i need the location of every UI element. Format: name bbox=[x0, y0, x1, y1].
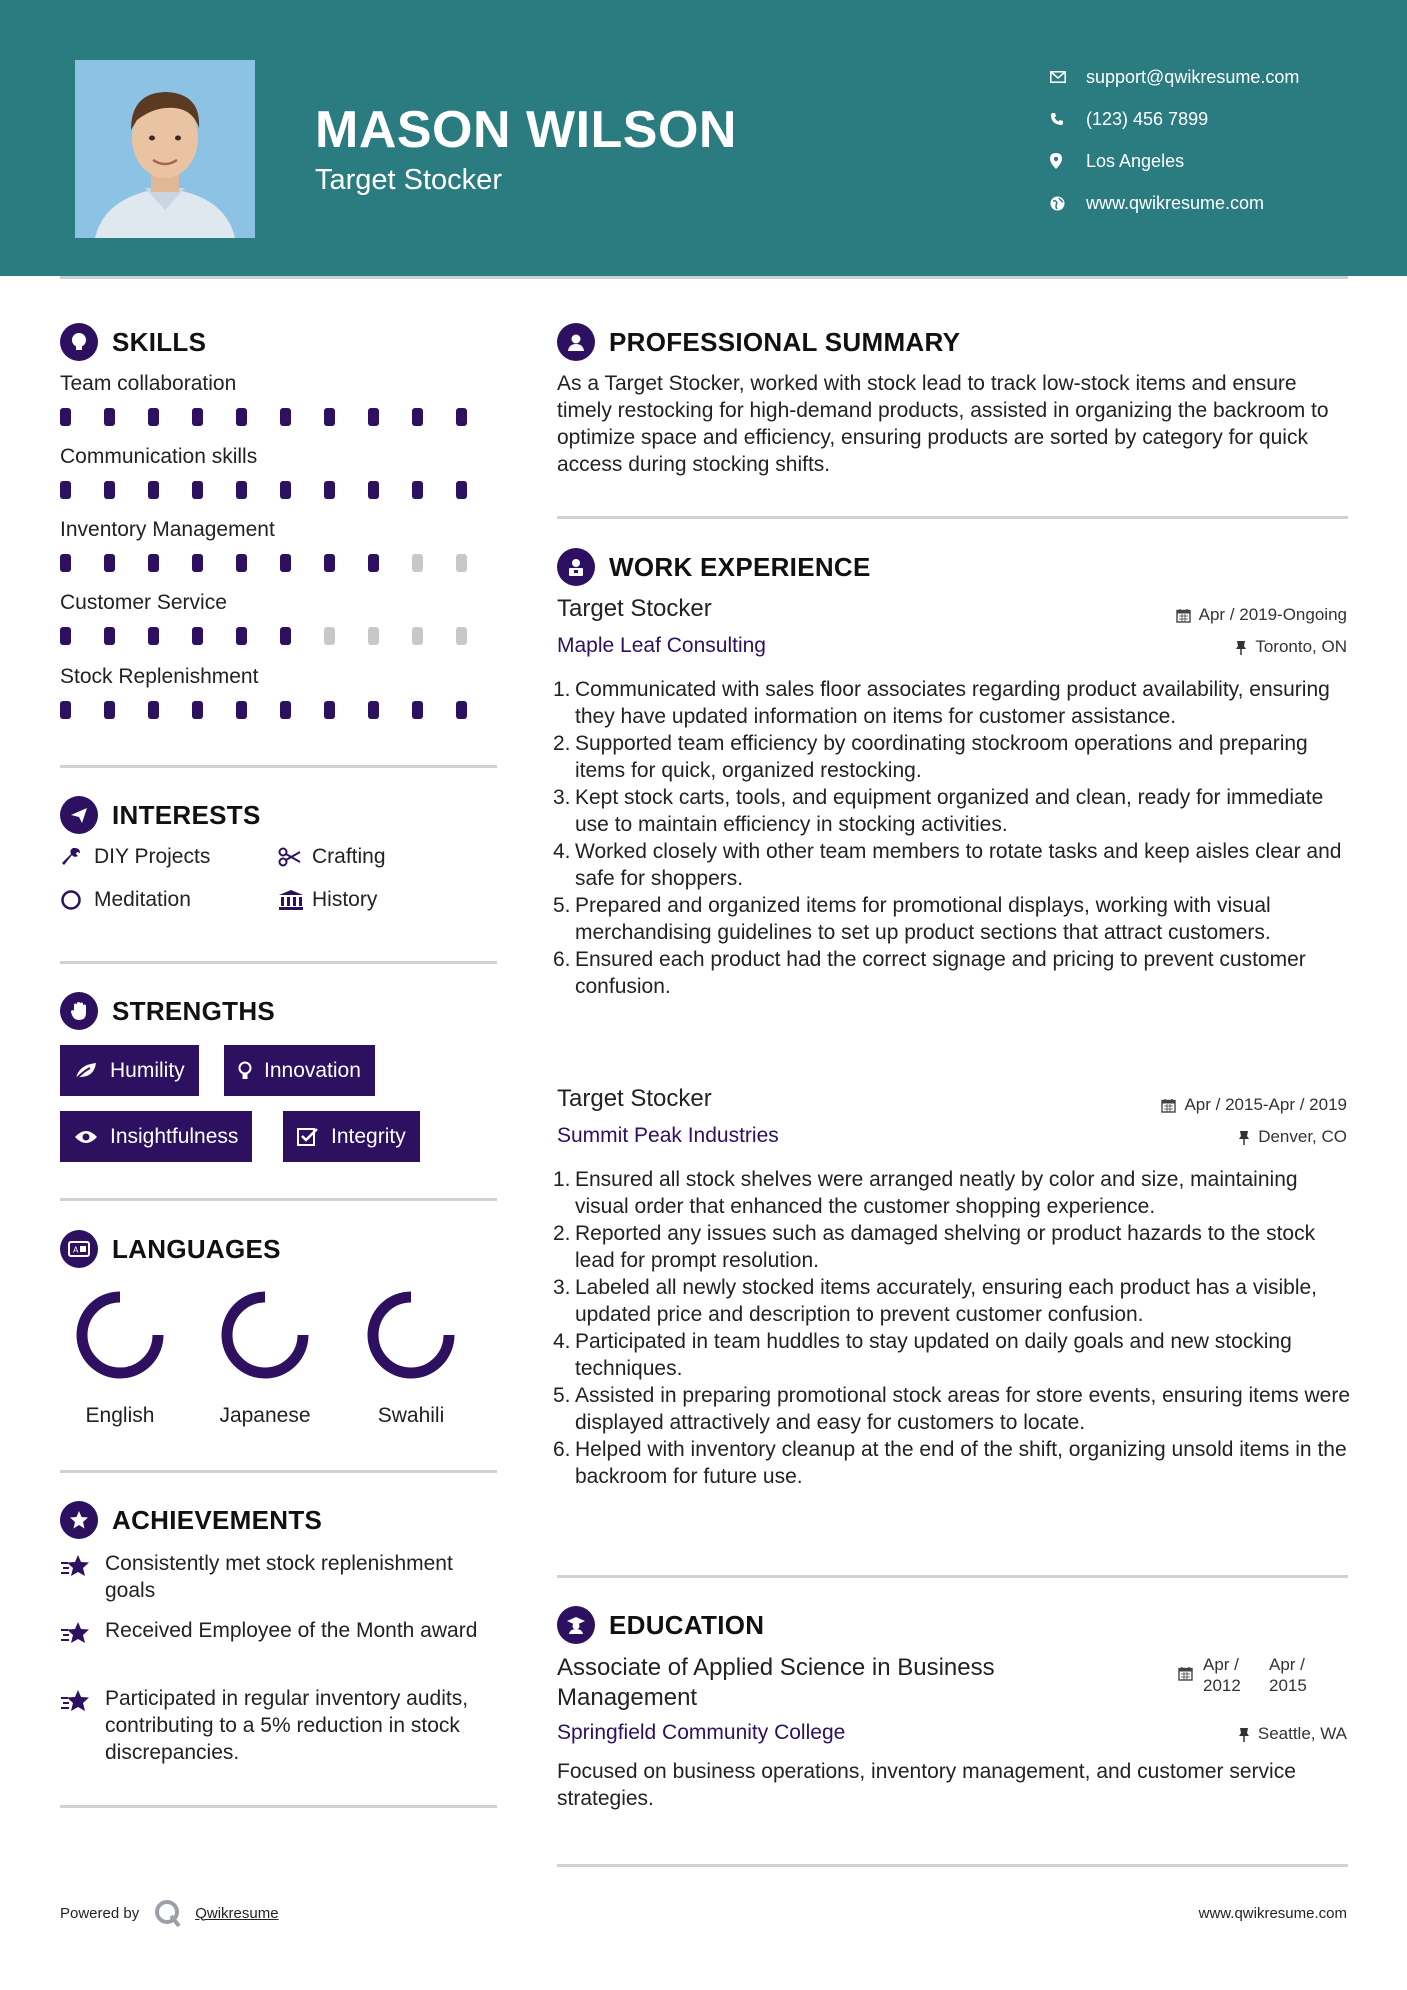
education-description: Focused on business operations, inventory management, and customer service strategies. bbox=[557, 1760, 1296, 1810]
rating-dot-filled bbox=[192, 627, 203, 645]
bullet-text: Prepared and organized items for promotional displays, working with visual merchandising guidelines to set up product sections that attract customers. bbox=[575, 894, 1271, 944]
skill-item bbox=[60, 372, 500, 426]
skill-rating bbox=[60, 701, 500, 719]
powered-by-label: Powered by bbox=[60, 1904, 140, 1922]
skill-rating bbox=[60, 627, 500, 645]
bank-icon bbox=[278, 889, 312, 911]
rating-dot-filled bbox=[324, 481, 335, 499]
rating-dot-empty bbox=[412, 554, 423, 572]
bullet-number: 1. bbox=[553, 678, 571, 701]
school-name[interactable]: Springfield Community College bbox=[557, 1721, 846, 1744]
skill-name: Customer Service bbox=[60, 591, 227, 614]
language-progress-ring bbox=[361, 1285, 461, 1385]
header-divider bbox=[60, 276, 1348, 279]
bullet-text: Kept stock carts, tools, and equipment organized and clean, ready for immediate use to maintain efficiency in stocking activities. bbox=[575, 786, 1324, 836]
pushpin-icon bbox=[1238, 1727, 1250, 1742]
rating-dot-filled bbox=[104, 627, 115, 645]
candidate-name: MASON WILSON bbox=[315, 101, 737, 159]
rating-dot-filled bbox=[192, 701, 203, 719]
achievement-item bbox=[60, 1617, 480, 1651]
bullet-text: Worked closely with other team members to rotate tasks and keep aisles clear and safe for shoppers. bbox=[575, 840, 1342, 890]
strength-tag bbox=[60, 1045, 199, 1096]
leaf-icon bbox=[74, 1061, 98, 1081]
rating-dot-filled bbox=[280, 627, 291, 645]
map-pin-icon bbox=[1050, 153, 1086, 169]
bullet-text: Reported any issues such as damaged shelving or product hazards to the stock lead for prompt resolution. bbox=[575, 1222, 1316, 1272]
degree-title: Associate of Applied Science in Business Management bbox=[557, 1654, 995, 1711]
rating-dot-empty bbox=[368, 627, 379, 645]
achievement-text: Received Employee of the Month award bbox=[105, 1619, 478, 1642]
job-title: Target Stocker bbox=[557, 595, 712, 622]
strength-tag bbox=[60, 1111, 252, 1162]
rating-dot-filled bbox=[368, 554, 379, 572]
rating-dot-filled bbox=[236, 481, 247, 499]
interests-heading bbox=[60, 796, 261, 834]
language-progress-arc bbox=[82, 1297, 158, 1373]
strength-label: Humility bbox=[110, 1058, 185, 1082]
phone-icon bbox=[1050, 112, 1086, 126]
rating-dot-filled bbox=[368, 408, 379, 426]
bullet-number: 3. bbox=[553, 1276, 571, 1299]
rating-dot-filled bbox=[104, 701, 115, 719]
rating-dot-filled bbox=[412, 408, 423, 426]
skill-rating bbox=[60, 481, 500, 499]
bullet-text: Assisted in preparing promotional stock areas for store events, ensuring items were displayed attractively and easy for customers to locate. bbox=[575, 1384, 1351, 1434]
company-name[interactable]: Summit Peak Industries bbox=[557, 1124, 779, 1147]
skill-name: Stock Replenishment bbox=[60, 665, 259, 688]
rating-dot-filled bbox=[236, 701, 247, 719]
interest-item bbox=[60, 845, 210, 869]
education-dates bbox=[1178, 1654, 1319, 1696]
job-bullet bbox=[553, 784, 1353, 838]
summary-text: As a Target Stocker, worked with stock lead to track low-stock items and ensure timely restocking for high-demand products, assisted in organizing the backroom to optimize space and efficiency, ensuring products are sorted by category for quick access during stocking shifts. bbox=[557, 372, 1329, 476]
language-progress-ring bbox=[215, 1285, 315, 1385]
resume-header bbox=[0, 0, 1407, 276]
footer-website[interactable]: www.qwikresume.com bbox=[1198, 1905, 1347, 1922]
education-start-date: Apr / 2012 bbox=[1203, 1655, 1241, 1695]
rating-dot-filled bbox=[236, 627, 247, 645]
contact-list bbox=[1050, 56, 1299, 224]
lightbulb-icon bbox=[60, 323, 98, 361]
bullet-text: Ensured each product had the correct signage and pricing to prevent customer confusion. bbox=[575, 948, 1306, 998]
education-location bbox=[1238, 1724, 1347, 1744]
envelope-icon bbox=[1050, 71, 1086, 83]
contact-website[interactable] bbox=[1050, 182, 1299, 224]
interest-item bbox=[278, 845, 386, 869]
qwikresume-link[interactable]: Qwikresume bbox=[195, 1904, 279, 1922]
education-title: EDUCATION bbox=[609, 1609, 765, 1640]
job-dates-text: Apr / 2019-Ongoing bbox=[1198, 605, 1347, 624]
wrench-icon bbox=[60, 846, 94, 868]
language-label: Swahili bbox=[377, 1404, 445, 1427]
rating-dot-filled bbox=[456, 408, 467, 426]
bullet-number: 6. bbox=[553, 948, 571, 971]
summary-heading bbox=[557, 323, 960, 361]
svg-text:A: A bbox=[73, 1245, 79, 1255]
rating-dot-filled bbox=[368, 701, 379, 719]
language-item bbox=[50, 1285, 190, 1428]
bullet-text: Helped with inventory cleanup at the end of the shift, organizing unsold items in the backroom for future use. bbox=[575, 1438, 1347, 1488]
skill-name: Inventory Management bbox=[60, 518, 275, 541]
bullet-text: Ensured all stock shelves were arranged neatly by color and size, maintaining visual order that enhanced the customer shopping experience. bbox=[575, 1168, 1298, 1218]
achievements-heading bbox=[60, 1501, 322, 1539]
footer-powered-by bbox=[60, 1898, 279, 1928]
rating-dot-filled bbox=[60, 627, 71, 645]
rating-dot-filled bbox=[192, 554, 203, 572]
job-dates bbox=[1176, 605, 1347, 625]
skill-item bbox=[60, 591, 500, 645]
skill-item bbox=[60, 665, 500, 719]
rating-dot-filled bbox=[60, 554, 71, 572]
rating-dot-filled bbox=[280, 554, 291, 572]
profile-photo bbox=[75, 60, 255, 238]
rating-dot-filled bbox=[456, 701, 467, 719]
interest-label: DIY Projects bbox=[94, 845, 211, 868]
section-divider bbox=[60, 1198, 497, 1201]
language-label: Japanese bbox=[219, 1404, 311, 1427]
bullet-text: Supported team efficiency by coordinating stockroom operations and preparing items for quick, organized restocking. bbox=[575, 732, 1308, 782]
languages-title: LANGUAGES bbox=[112, 1233, 281, 1264]
section-divider bbox=[60, 765, 497, 768]
rating-dot-filled bbox=[412, 481, 423, 499]
bullet-number: 5. bbox=[553, 894, 571, 917]
paper-plane-icon bbox=[60, 796, 98, 834]
rating-dot-filled bbox=[104, 408, 115, 426]
job-bullet bbox=[553, 730, 1353, 784]
rating-dot-filled bbox=[192, 408, 203, 426]
briefcase-user-icon bbox=[557, 548, 595, 586]
bullet-number: 3. bbox=[553, 786, 571, 809]
contact-email[interactable] bbox=[1050, 56, 1299, 98]
strength-label: Integrity bbox=[331, 1124, 406, 1148]
interest-label: Crafting bbox=[312, 845, 386, 868]
calendar-icon bbox=[1178, 1654, 1193, 1696]
strengths-title: STRENGTHS bbox=[112, 995, 276, 1026]
circle-icon bbox=[60, 889, 94, 911]
interest-label: Meditation bbox=[94, 888, 191, 911]
bullet-text: Participated in team huddles to stay updated on daily goals and new stocking techniques. bbox=[575, 1330, 1292, 1380]
rating-dot-empty bbox=[456, 627, 467, 645]
job-bullet bbox=[553, 892, 1353, 946]
language-progress-arc bbox=[227, 1297, 303, 1373]
check-square-icon bbox=[297, 1127, 319, 1147]
calendar-icon bbox=[1176, 608, 1191, 623]
job-bullet bbox=[553, 1436, 1353, 1490]
job-title: Target Stocker bbox=[557, 1085, 712, 1112]
section-divider bbox=[60, 1470, 497, 1473]
rating-dot-filled bbox=[104, 481, 115, 499]
job-bullets bbox=[553, 1166, 1353, 1490]
job-dates bbox=[1161, 1095, 1347, 1115]
bullet-text: Labeled all newly stocked items accurately, ensuring each product has a visible, updated price and description to prevent customer confusion. bbox=[575, 1276, 1318, 1326]
skill-name: Communication skills bbox=[60, 445, 258, 468]
star-badge-icon bbox=[60, 1501, 98, 1539]
bullet-number: 4. bbox=[553, 840, 571, 863]
section-divider bbox=[557, 1864, 1348, 1867]
skill-name: Team collaboration bbox=[60, 372, 237, 395]
job-bullet bbox=[553, 1274, 1353, 1328]
star-icon bbox=[60, 1550, 105, 1604]
strength-label: Innovation bbox=[264, 1058, 361, 1082]
skills-title: SKILLS bbox=[112, 326, 207, 357]
bullet-number: 5. bbox=[553, 1384, 571, 1407]
job-location bbox=[1235, 637, 1347, 657]
summary-title: PROFESSIONAL SUMMARY bbox=[609, 326, 961, 357]
job-bullet bbox=[553, 1166, 1353, 1220]
calendar-icon bbox=[1161, 1098, 1176, 1113]
job-bullets bbox=[553, 676, 1353, 1000]
bullet-number: 4. bbox=[553, 1330, 571, 1353]
achievement-text: Consistently met stock replenishment goals bbox=[105, 1552, 453, 1602]
rating-dot-empty bbox=[456, 554, 467, 572]
rating-dot-filled bbox=[60, 701, 71, 719]
star-icon bbox=[60, 1685, 105, 1766]
interests-title: INTERESTS bbox=[112, 799, 261, 830]
interest-item bbox=[60, 888, 191, 912]
experience-title: WORK EXPERIENCE bbox=[609, 551, 871, 582]
job-bullet bbox=[553, 1220, 1353, 1274]
section-divider bbox=[557, 1575, 1348, 1578]
strength-tag bbox=[224, 1045, 375, 1096]
skill-item bbox=[60, 518, 500, 572]
rating-dot-empty bbox=[324, 627, 335, 645]
skills-heading bbox=[60, 323, 206, 361]
rating-dot-filled bbox=[236, 408, 247, 426]
job-bullet bbox=[553, 946, 1353, 1000]
section-divider bbox=[557, 516, 1348, 519]
language-progress-ring bbox=[70, 1285, 170, 1385]
rating-dot-filled bbox=[280, 701, 291, 719]
qwikresume-logo-icon bbox=[153, 1898, 183, 1928]
hand-icon bbox=[60, 992, 98, 1030]
contact-phone-text: (123) 456 7899 bbox=[1086, 108, 1209, 129]
job-bullet bbox=[553, 676, 1353, 730]
rating-dot-filled bbox=[324, 408, 335, 426]
language-progress-arc bbox=[373, 1297, 449, 1373]
rating-dot-filled bbox=[456, 481, 467, 499]
strength-tag bbox=[283, 1111, 420, 1162]
education-location-text: Seattle, WA bbox=[1257, 1724, 1347, 1743]
rating-dot-filled bbox=[148, 481, 159, 499]
achievements-title: ACHIEVEMENTS bbox=[112, 1504, 323, 1535]
languages-heading bbox=[60, 1230, 281, 1268]
education-end-date: Apr / 2015 bbox=[1269, 1655, 1307, 1695]
bullet-number: 6. bbox=[553, 1438, 571, 1461]
bullet-number: 1. bbox=[553, 1168, 571, 1191]
language-item bbox=[195, 1285, 335, 1428]
job-dates-text: Apr / 2015-Apr / 2019 bbox=[1184, 1095, 1347, 1114]
job-bullet bbox=[553, 1382, 1353, 1436]
job-location bbox=[1238, 1127, 1347, 1147]
rating-dot-filled bbox=[412, 701, 423, 719]
bullet-number: 2. bbox=[553, 1222, 571, 1245]
contact-location-text: Los Angeles bbox=[1086, 150, 1185, 171]
rating-dot-filled bbox=[368, 481, 379, 499]
job-location-text: Toronto, ON bbox=[1255, 637, 1347, 656]
contact-website-text: www.qwikresume.com bbox=[1086, 192, 1265, 213]
star-icon bbox=[60, 1617, 105, 1651]
bullet-text: Communicated with sales floor associates regarding product availability, ensuring they have updated information on items for customer assistance. bbox=[575, 678, 1330, 728]
education-heading bbox=[557, 1606, 764, 1644]
scissors-icon bbox=[278, 847, 312, 867]
rating-dot-filled bbox=[324, 554, 335, 572]
graduate-icon bbox=[557, 1606, 595, 1644]
skill-rating bbox=[60, 554, 500, 572]
rating-dot-filled bbox=[280, 481, 291, 499]
contact-phone[interactable] bbox=[1050, 98, 1299, 140]
rating-dot-filled bbox=[104, 554, 115, 572]
company-name[interactable]: Maple Leaf Consulting bbox=[557, 634, 766, 657]
lightbulb-icon bbox=[238, 1061, 252, 1081]
rating-dot-filled bbox=[324, 701, 335, 719]
interest-label: History bbox=[312, 888, 378, 911]
rating-dot-filled bbox=[60, 408, 71, 426]
experience-heading bbox=[557, 548, 871, 586]
pushpin-icon bbox=[1235, 640, 1247, 655]
rating-dot-filled bbox=[148, 627, 159, 645]
achievement-text: Participated in regular inventory audits, contributing to a 5% reduction in stock discrepancies. bbox=[105, 1687, 469, 1764]
rating-dot-filled bbox=[148, 701, 159, 719]
rating-dot-empty bbox=[412, 627, 423, 645]
skill-rating bbox=[60, 408, 500, 426]
bullet-number: 2. bbox=[553, 732, 571, 755]
contact-location bbox=[1050, 140, 1299, 182]
achievement-item bbox=[60, 1550, 480, 1604]
strengths-heading bbox=[60, 992, 275, 1030]
job-location-text: Denver, CO bbox=[1258, 1127, 1347, 1146]
contact-email-text: support@qwikresume.com bbox=[1086, 66, 1300, 87]
rating-dot-filled bbox=[192, 481, 203, 499]
rating-dot-filled bbox=[60, 481, 71, 499]
strength-label: Insightfulness bbox=[110, 1124, 239, 1148]
section-divider bbox=[60, 1805, 497, 1808]
interest-item bbox=[278, 888, 377, 912]
rating-dot-filled bbox=[148, 408, 159, 426]
pushpin-icon bbox=[1238, 1130, 1250, 1145]
user-icon bbox=[557, 323, 595, 361]
language-label: English bbox=[85, 1404, 155, 1427]
rating-dot-filled bbox=[280, 408, 291, 426]
job-bullet bbox=[553, 1328, 1353, 1382]
job-bullet bbox=[553, 838, 1353, 892]
section-divider bbox=[60, 961, 497, 964]
achievement-item bbox=[60, 1685, 480, 1766]
language-icon bbox=[60, 1230, 98, 1268]
candidate-title: Target Stocker bbox=[315, 164, 502, 196]
eye-icon bbox=[74, 1129, 98, 1145]
skill-item bbox=[60, 445, 500, 499]
rating-dot-filled bbox=[148, 554, 159, 572]
rating-dot-filled bbox=[236, 554, 247, 572]
globe-icon bbox=[1050, 196, 1086, 211]
language-item bbox=[341, 1285, 481, 1428]
